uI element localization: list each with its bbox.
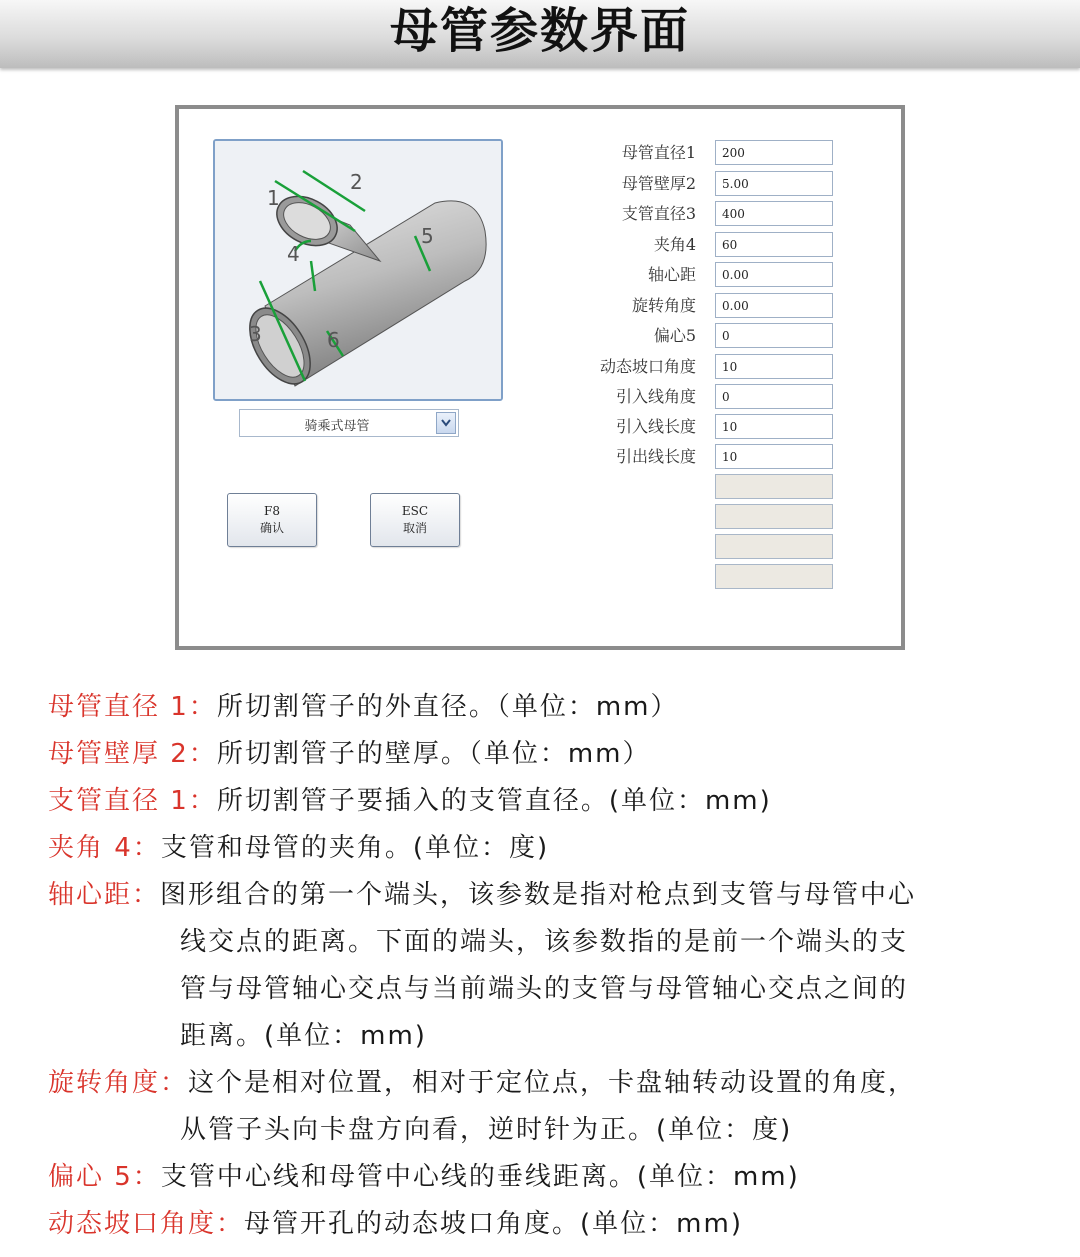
- desc-text: 图形组合的第一个端头，该参数是指对枪点到支管与母管中心: [160, 880, 917, 910]
- field-input-empty-3: [715, 534, 833, 559]
- field-input-dynamic-bevel[interactable]: 10: [715, 354, 833, 379]
- diagram-label-5: 5: [421, 224, 434, 248]
- page-title: 母管参数界面: [389, 3, 690, 59]
- field-input-empty-4: [715, 564, 833, 589]
- field-input-wall-thickness[interactable]: 5.00: [715, 171, 833, 196]
- field-input-lead-in-length[interactable]: 10: [715, 414, 833, 439]
- desc-text: 所切割管子的外直径。（单位：mm）: [216, 692, 679, 722]
- pipe-type-select[interactable]: [239, 409, 459, 437]
- desc-term: 夹角 4：: [48, 833, 161, 863]
- field-label-axis-distance: 轴心距: [647, 265, 696, 284]
- field-label-branch-diameter: 支管直径3: [621, 204, 696, 223]
- desc-axis-distance: [48, 874, 1048, 911]
- desc-text: 所切割管子要插入的支管直径。(单位：mm): [216, 786, 772, 816]
- desc-term: 轴心距：: [48, 880, 161, 910]
- desc-angle: [48, 827, 1048, 864]
- confirm-button[interactable]: [227, 493, 317, 547]
- field-input-rotation-angle[interactable]: 0.00: [715, 293, 833, 318]
- confirm-key: F8: [264, 504, 280, 518]
- diagram-label-6: 6: [327, 328, 340, 352]
- desc-branch-diameter: [48, 780, 1048, 817]
- field-label-lead-in-length: 引入线长度: [615, 417, 696, 436]
- field-label-lead-out-length: 引出线长度: [615, 447, 696, 466]
- desc-dynamic-bevel: [48, 1203, 1048, 1240]
- field-input-empty-2: [715, 504, 833, 529]
- desc-term: 动态坡口角度：: [48, 1209, 245, 1239]
- field-input-lead-in-angle[interactable]: 0: [715, 384, 833, 409]
- diagram-label-2: 2: [350, 170, 363, 194]
- desc-axis-distance-line-3: 管与母管轴心交点与当前端头的支管与母管轴心交点之间的: [180, 974, 909, 1004]
- field-input-branch-diameter[interactable]: 400: [715, 201, 833, 226]
- desc-term: 偏心 5：: [48, 1162, 161, 1192]
- field-input-main-diameter[interactable]: 200: [715, 140, 833, 165]
- field-input-lead-out-length[interactable]: 10: [715, 444, 833, 469]
- desc-text: 支管中心线和母管中心线的垂线距离。(单位：mm): [160, 1162, 800, 1192]
- diagram-label-4: 4: [287, 242, 300, 266]
- header-bar: [0, 0, 1080, 68]
- diagram-label-1: 1: [267, 186, 280, 210]
- desc-text: 支管和母管的夹角。(单位：度): [160, 833, 550, 863]
- cancel-label: 取消: [402, 521, 427, 535]
- desc-main-diameter: [48, 686, 1048, 723]
- pipe-type-selected: 骑乘式母管: [304, 419, 370, 434]
- field-input-eccentricity[interactable]: 0: [715, 323, 833, 348]
- desc-text: 这个是相对位置，相对于定位点，卡盘轴转动设置的角度，: [188, 1068, 917, 1098]
- desc-term: 支管直径 1：: [48, 786, 217, 816]
- diagram-label-3: 3: [249, 322, 262, 346]
- field-label-angle: 夹角4: [653, 235, 696, 254]
- desc-axis-distance-line-2: 线交点的距离。下面的端头，该参数指的是前一个端头的支: [180, 927, 909, 957]
- field-label-lead-in-angle: 引入线角度: [615, 387, 696, 406]
- desc-term: 旋转角度：: [48, 1068, 189, 1098]
- field-label-rotation-angle: 旋转角度: [631, 296, 696, 315]
- desc-rotation-angle-line-2: 从管子头向卡盘方向看，逆时针为正。(单位：度): [180, 1115, 793, 1145]
- desc-term: 母管壁厚 2：: [48, 739, 217, 769]
- parameter-panel: [175, 105, 905, 650]
- cancel-button[interactable]: [370, 493, 460, 547]
- field-label-main-diameter: 母管直径1: [621, 143, 696, 162]
- desc-axis-distance-line-4: 距离。(单位：mm): [180, 1021, 427, 1051]
- confirm-label: 确认: [259, 521, 284, 535]
- desc-eccentricity: [48, 1156, 1048, 1193]
- field-input-axis-distance[interactable]: 0.00: [715, 262, 833, 287]
- desc-text: 所切割管子的壁厚。（单位：mm）: [216, 739, 651, 769]
- field-label-eccentricity: 偏心5: [653, 326, 696, 345]
- pipe-diagram: [213, 139, 503, 401]
- field-label-wall-thickness: 母管壁厚2: [621, 174, 696, 193]
- cancel-key: ESC: [401, 504, 429, 518]
- chevron-down-icon[interactable]: [436, 412, 456, 434]
- desc-rotation-angle: [48, 1062, 1048, 1099]
- field-input-empty-1: [715, 474, 833, 499]
- field-label-dynamic-bevel: 动态坡口角度: [599, 357, 696, 376]
- desc-term: 母管直径 1：: [48, 692, 217, 722]
- desc-wall-thickness: [48, 733, 1048, 770]
- field-input-angle[interactable]: 60: [715, 232, 833, 257]
- desc-text: 母管开孔的动态坡口角度。(单位：mm): [244, 1209, 743, 1239]
